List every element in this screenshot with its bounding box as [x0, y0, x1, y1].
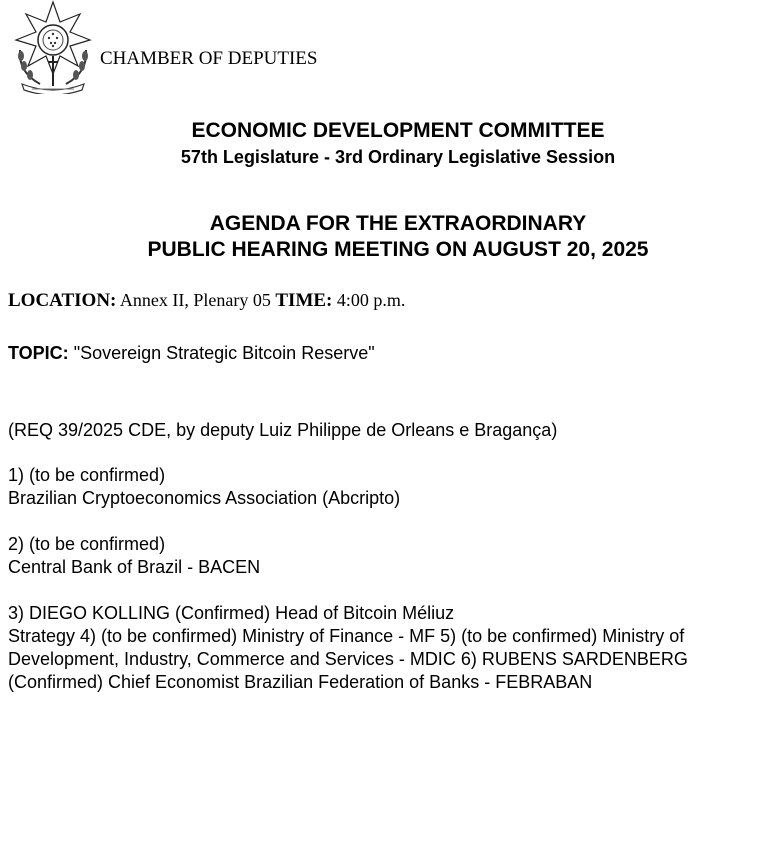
- run-on-items: [8, 602, 772, 694]
- item-organization: Central Bank of Brazil - BACEN: [8, 557, 261, 577]
- agenda-title-line2: PUBLIC HEARING MEETING ON AUGUST 20, 2025: [147, 238, 649, 261]
- location-value: Annex II, Plenary 05: [119, 290, 271, 310]
- topic-label: TOPIC:: [8, 343, 69, 363]
- location-label: LOCATION:: [8, 290, 117, 311]
- run-on-line: Strategy 4) (to be confirmed) Ministry of Finance - MF 5) (to be confirmed) Ministry of: [8, 626, 685, 646]
- topic-value: "Sovereign Strategic Bitcoin Reserve": [73, 343, 375, 363]
- location-time-line: [8, 290, 405, 312]
- item-number-status: 1) (to be confirmed): [8, 465, 166, 485]
- coat-of-arms-icon: [10, 0, 96, 94]
- chamber-name: CHAMBER OF DEPUTIES: [100, 48, 318, 69]
- topic-line: [8, 343, 375, 364]
- item-number-status: 2) (to be confirmed): [8, 534, 166, 554]
- run-on-line: Development, Industry, Commerce and Services - MDIC 6) RUBENS SARDENBERG: [8, 649, 688, 669]
- request-reference: (REQ 39/2025 CDE, by deputy Luiz Philippe de Orleans e Bragança): [8, 420, 558, 440]
- run-on-line: (Confirmed) Chief Economist Brazilian Federation of Banks - FEBRABAN: [8, 672, 593, 692]
- time-value: 4:00 p.m.: [336, 290, 406, 310]
- list-item: [8, 464, 772, 510]
- run-on-line: 3) DIEGO KOLLING (Confirmed) Head of Bitcoin Méliuz: [8, 603, 455, 623]
- legislature-subtitle: 57th Legislature - 3rd Ordinary Legislative Session: [180, 147, 616, 167]
- header: [10, 0, 410, 96]
- list-item: [8, 533, 772, 579]
- item-organization: Brazilian Cryptoeconomics Association (Abcripto): [8, 488, 401, 508]
- agenda-title-line1: AGENDA FOR THE EXTRAORDINARY: [209, 212, 587, 235]
- committee-title: ECONOMIC DEVELOPMENT COMMITTEE: [191, 119, 605, 142]
- time-label: TIME:: [275, 290, 333, 311]
